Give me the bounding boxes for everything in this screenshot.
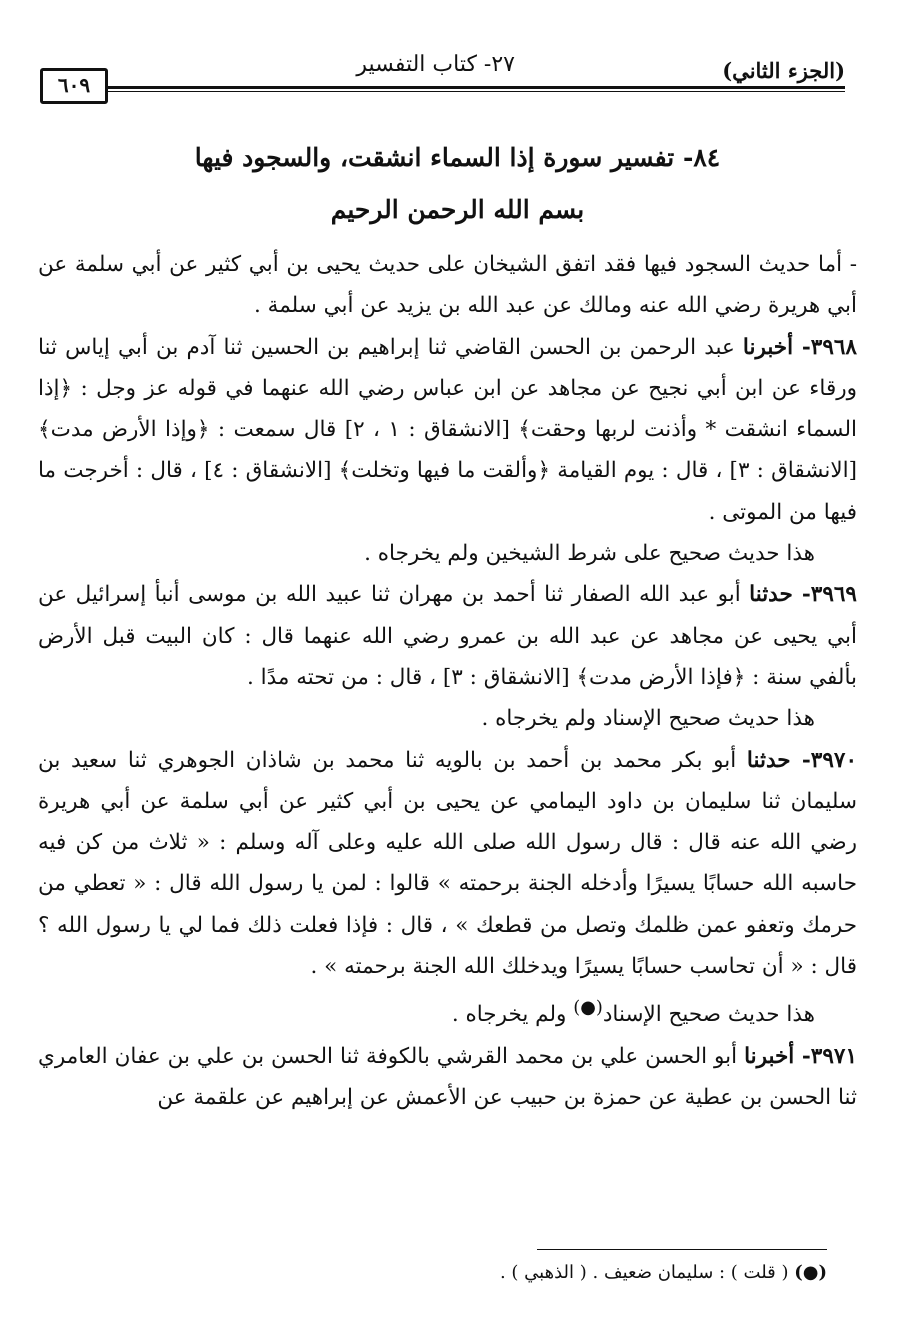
footnote-marker: (●) xyxy=(794,1262,827,1283)
hadith-number: ٣٩٧١ xyxy=(810,1043,857,1069)
header-rule-thin xyxy=(106,91,845,92)
body-text xyxy=(38,244,857,1118)
hadith-grading xyxy=(38,987,857,1035)
book-title: ٢٧- كتاب التفسير xyxy=(356,52,515,77)
hadith-text: أبو بكر محمد بن أحمد بن بالويه ثنا محمد بن شاذان الجوهري ثنا سعيد بن سليمان ثنا سليمان بن داود اليمامي عن يحيى بن أبي كثير عن أبي سلمة عن أبي هريرة رضي الله عنه قال : قال رسول الله صلى الله عليه وعلى آله وسلم : « ثلاث من كن فيه حاسبه الله حسابًا يسيرًا وأدخله الجنة برحمته » قالوا : لمن يا رسول الله قال : « تعطي من حرمك وتعفو عمن ظلمك وتصل من قطعك » ، قال : فإذا فعلت ذلك فما لي يا رسول الله ؟ قال : « أن تحاسب حسابًا يسيرًا ويدخلك الله الجنة برحمته » . xyxy=(38,747,857,980)
hadith-grading: هذا حديث صحيح الإسناد ولم يخرجاه . xyxy=(481,706,815,732)
footnote-text: ( قلت ) : سليمان ضعيف . ( الذهبي ) . xyxy=(499,1262,789,1283)
narration-verb: أخبرنا xyxy=(742,334,794,360)
hadith-text: أبو الحسن علي بن محمد القرشي بالكوفة ثنا الحسن بن علي بن عفان العامري ثنا الحسن بن عطية عن حمزة بن حبيب عن الأعمش عن إبراهيم عن علقمة عن xyxy=(38,1043,857,1111)
footnote-marker: (●) xyxy=(573,997,603,1019)
grading-text-end: ولم يخرجاه . xyxy=(451,1002,574,1028)
footnote-rule xyxy=(537,1249,827,1250)
volume-label: (الجزء الثاني) xyxy=(722,58,845,83)
hadith-number: ٣٩٦٨ xyxy=(810,334,857,360)
hadith-text: عبد الرحمن بن الحسن القاضي ثنا إبراهيم بن الحسين ثنا آدم بن أبي إياس ثنا ورقاء عن ابن أبي نجيح عن مجاهد عن ابن عباس رضي الله عنهما في قوله عز وجل : ﴿إذا السماء انشقت * وأذنت لربها وحقت﴾ [الانشقاق : ١ ، ٢] قال سمعت : ﴿وإذا الأرض مدت﴾ [الانشقاق : ٣] ، قال : يوم القيامة ﴿وألقت ما فيها وتخلت﴾ [الانشقاق : ٤] ، قال : أخرجت ما فيها من الموتى . xyxy=(38,334,857,525)
hadith-paragraph: ٣٩٦٨- أخبرنا عبد الرحمن بن الحسن القاضي ثنا إبراهيم بن الحسين ثنا آدم بن أبي إياس ثنا ورقاء عن ابن أبي نجيح عن مجاهد عن ابن عباس رضي الله عنهما في قوله عز وجل : ﴿إذا السماء انشقت * وأذنت لربها وحقت﴾ [الانشقاق : ١ ، ٢] قال سمعت : ﴿وإذا الأرض مدت﴾ [الانشقاق : ٣] ، قال : يوم القيامة ﴿وألقت ما فيها وتخلت﴾ [الانشقاق : ٤] ، قال : أخرجت ما فيها من الموتى . xyxy=(38,334,857,525)
footnote xyxy=(40,1262,827,1283)
page-number: ٦٠٩ xyxy=(40,68,108,104)
hadith-paragraph: ٣٩٧٠- حدثنا أبو بكر محمد بن أحمد بن بالويه ثنا محمد بن شاذان الجوهري ثنا سعيد بن سليمان ثنا سليمان بن داود اليمامي عن يحيى بن أبي كثير عن أبي سلمة عن أبي هريرة رضي الله عنه قال : قال رسول الله صلى الله عليه وعلى آله وسلم : « ثلاث من كن فيه حاسبه الله حسابًا يسيرًا وأدخله الجنة برحمته » قالوا : لمن يا رسول الله قال : « تعطي من حرمك وتعفو عمن ظلمك وتصل من قطعك » ، قال : فإذا فعلت ذلك فما لي يا رسول الله ؟ قال : « أن تحاسب حسابًا يسيرًا ويدخلك الله الجنة برحمته » . xyxy=(38,747,857,980)
header-rule xyxy=(106,86,845,89)
narration-verb: أخبرنا xyxy=(744,1043,795,1069)
hadith-text: أبو عبد الله الصفار ثنا أحمد بن مهران ثنا عبيد الله بن موسى أنبأ إسرائيل عن أبي يحيى عن مجاهد عن عبد الله بن عمرو رضي الله عنهما قال : كان البيت قبل الأرض بألفي سنة : ﴿فإذا الأرض مدت﴾ [الانشقاق : ٣] ، قال : من تحته مدًا . xyxy=(38,582,857,690)
narration-verb: حدثنا xyxy=(746,747,791,773)
chapter-title: ٨٤- تفسير سورة إذا السماء انشقت، والسجود فيها xyxy=(194,143,721,172)
grading-text: هذا حديث صحيح الإسناد xyxy=(602,1002,815,1028)
intro-paragraph: - أما حديث السجود فيها فقد اتفق الشيخان على حديث يحيى بن أبي كثير عن أبي سلمة عن أبي هريرة رضي الله عنه ومالك عن عبد الله بن يزيد عن أبي سلمة . xyxy=(38,252,857,319)
hadith-paragraph: ٣٩٦٩- حدثنا أبو عبد الله الصفار ثنا أحمد بن مهران ثنا عبيد الله بن موسى أنبأ إسرائيل عن أبي يحيى عن مجاهد عن عبد الله بن عمرو رضي الله عنهما قال : كان البيت قبل الأرض بألفي سنة : ﴿فإذا الأرض مدت﴾ [الانشقاق : ٣] ، قال : من تحته مدًا . xyxy=(38,582,857,690)
hadith-number: ٣٩٧٠ xyxy=(810,747,857,773)
running-header xyxy=(40,52,845,102)
hadith-paragraph: ٣٩٧١- أخبرنا أبو الحسن علي بن محمد القرشي بالكوفة ثنا الحسن بن علي بن عفان العامري ثنا الحسن بن عطية عن حمزة بن حبيب عن الأعمش عن إبراهيم عن علقمة عن xyxy=(38,1043,857,1111)
narration-verb: حدثنا xyxy=(749,582,793,608)
basmala: بسم الله الرحمن الرحيم xyxy=(330,195,585,224)
hadith-number: ٣٩٦٩ xyxy=(810,582,857,608)
hadith-grading: هذا حديث صحيح على شرط الشيخين ولم يخرجاه . xyxy=(364,541,815,567)
